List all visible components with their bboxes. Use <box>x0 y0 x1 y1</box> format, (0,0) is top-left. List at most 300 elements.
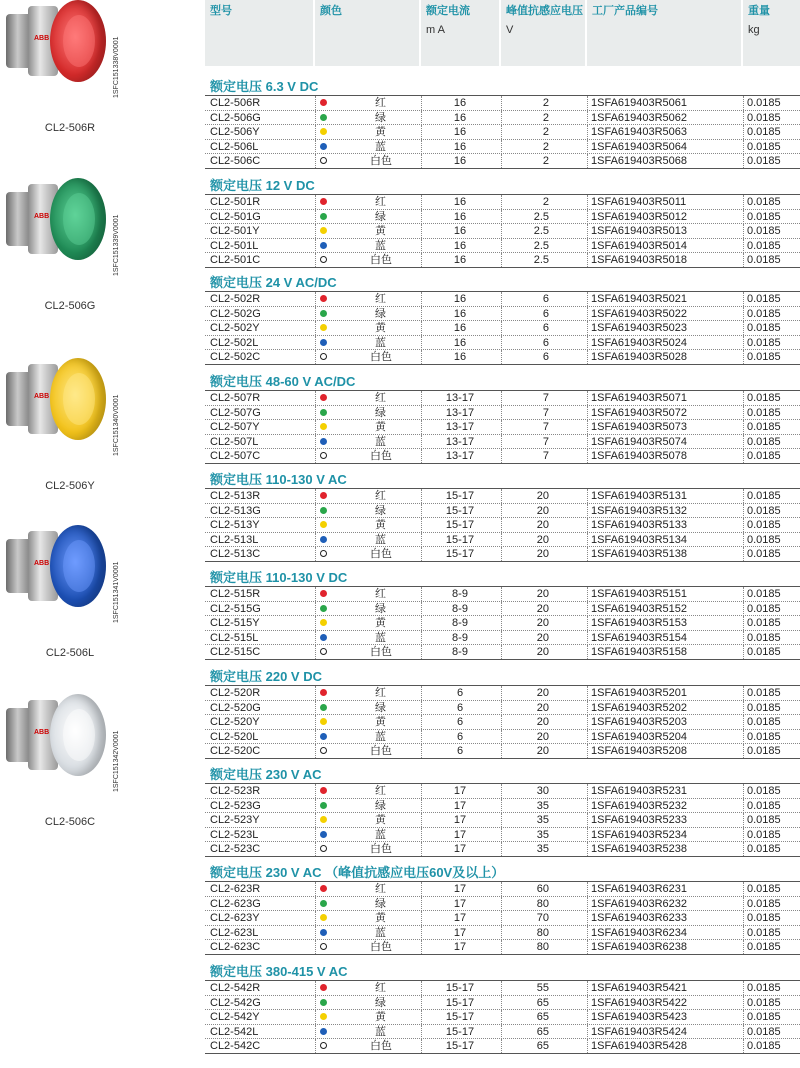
cell-weight: 0.0185 <box>747 745 781 758</box>
section-title: 额定电压 24 V AC/DC <box>210 275 337 290</box>
green-dot-icon <box>320 310 327 317</box>
cell-color: 绿 <box>375 602 386 615</box>
cell-peak-voltage: 6 <box>542 336 549 349</box>
header-peak-voltage-unit: V <box>506 24 514 36</box>
cell-weight: 0.0185 <box>747 225 781 238</box>
clear-lens-dot-icon <box>320 943 327 950</box>
cell-product-code: 1SFA619403R5071 <box>591 392 688 404</box>
blue-dot-icon <box>320 831 327 838</box>
blue-dot-icon <box>320 929 327 936</box>
cell-color: 白色 <box>370 941 392 954</box>
clear-lens-dot-icon <box>320 353 327 360</box>
cell-weight: 0.0185 <box>747 982 781 994</box>
cell-color: 黄 <box>375 1011 386 1024</box>
section-title: 额定电压 230 V AC <box>210 767 322 782</box>
cell-weight: 0.0185 <box>747 239 781 252</box>
cell-product-code: 1SFA619403R5202 <box>591 701 688 714</box>
table-row <box>205 349 800 365</box>
cell-weight: 0.0185 <box>747 701 781 714</box>
cell-color: 白色 <box>370 548 392 561</box>
cell-weight: 0.0185 <box>747 617 781 630</box>
cell-rated-current: 13-17 <box>445 450 475 463</box>
abb-logo: ABB <box>34 35 50 42</box>
cell-color: 黄 <box>375 716 386 729</box>
cell-color: 红 <box>375 982 386 994</box>
table-row <box>205 291 800 306</box>
cell-peak-voltage: 70 <box>536 912 549 925</box>
cell-color: 蓝 <box>375 1025 386 1038</box>
table-row <box>205 335 800 350</box>
cell-color: 黄 <box>375 225 386 238</box>
cell-weight: 0.0185 <box>747 392 781 404</box>
cell-model: CL2-501L <box>210 239 259 252</box>
product-caption: CL2-506G <box>44 300 96 312</box>
cell-weight: 0.0185 <box>747 336 781 349</box>
cell-model: CL2-515Y <box>210 617 260 630</box>
red-dot-icon <box>320 885 327 892</box>
cell-color: 白色 <box>370 351 392 364</box>
cell-peak-voltage: 2 <box>542 97 549 109</box>
cell-peak-voltage: 6 <box>542 351 549 364</box>
cell-model: CL2-502L <box>210 336 259 349</box>
cell-model: CL2-523L <box>210 828 259 841</box>
cell-weight: 0.0185 <box>747 490 781 502</box>
clear-lens-dot-icon <box>320 648 327 655</box>
clear-lens-dot-icon <box>320 550 327 557</box>
cell-product-code: 1SFA619403R6231 <box>591 883 688 895</box>
cell-peak-voltage: 35 <box>536 843 549 856</box>
cell-weight: 0.0185 <box>747 140 781 153</box>
pilot-lamp-image <box>6 0 106 82</box>
product-cl2-506r <box>0 0 200 160</box>
blue-dot-icon <box>320 339 327 346</box>
cell-product-code: 1SFA619403R5061 <box>591 97 688 109</box>
table-row <box>205 448 800 464</box>
cell-weight: 0.0185 <box>747 897 781 910</box>
cell-rated-current: 13-17 <box>445 406 475 419</box>
clear-lens-dot-icon <box>320 845 327 852</box>
header-weight-unit: kg <box>748 24 760 36</box>
table-row <box>205 532 800 547</box>
cell-model: CL2-507L <box>210 435 259 448</box>
cell-product-code: 1SFA619403R6234 <box>591 926 688 939</box>
cell-color: 蓝 <box>375 533 386 546</box>
cell-peak-voltage: 2.5 <box>533 210 549 223</box>
cell-rated-current: 8-9 <box>452 646 468 659</box>
cell-weight: 0.0185 <box>747 730 781 743</box>
cell-rated-current: 16 <box>453 225 467 238</box>
pilot-lamp-image <box>6 694 106 776</box>
yellow-dot-icon <box>320 914 327 921</box>
cell-color: 绿 <box>375 307 386 320</box>
cell-peak-voltage: 80 <box>536 941 549 954</box>
cell-product-code: 1SFA619403R5074 <box>591 435 688 448</box>
cell-peak-voltage: 20 <box>536 548 549 561</box>
cell-model: CL2-520C <box>210 745 261 758</box>
cell-color: 绿 <box>375 996 386 1009</box>
section-title: 额定电压 230 V AC （峰值抗感应电压60V及以上） <box>210 865 505 880</box>
green-dot-icon <box>320 999 327 1006</box>
cell-weight: 0.0185 <box>747 351 781 364</box>
abb-logo: ABB <box>34 393 50 400</box>
table-row <box>205 630 800 645</box>
cell-color: 红 <box>375 97 386 109</box>
table-row <box>205 812 800 827</box>
cell-color: 绿 <box>375 406 386 419</box>
table-row <box>205 546 800 562</box>
cell-weight: 0.0185 <box>747 450 781 463</box>
table-row <box>205 743 800 759</box>
product-cl2-506g <box>0 178 200 338</box>
cell-product-code: 1SFA619403R5152 <box>591 602 688 615</box>
cell-peak-voltage: 6 <box>542 293 549 305</box>
cell-weight: 0.0185 <box>747 519 781 532</box>
cell-weight: 0.0185 <box>747 1025 781 1038</box>
red-dot-icon <box>320 295 327 302</box>
cell-product-code: 1SFA619403R5023 <box>591 322 688 335</box>
cell-model: CL2-523G <box>210 799 261 812</box>
cell-rated-current: 17 <box>453 897 467 910</box>
cell-rated-current: 6 <box>456 716 464 729</box>
cell-color: 绿 <box>375 897 386 910</box>
cell-rated-current: 15-17 <box>445 996 475 1009</box>
cell-weight: 0.0185 <box>747 799 781 812</box>
cell-rated-current: 16 <box>453 155 467 168</box>
cell-product-code: 1SFA619403R5234 <box>591 828 688 841</box>
cell-weight: 0.0185 <box>747 883 781 895</box>
table-row <box>205 939 800 955</box>
table-row <box>205 783 800 798</box>
abb-logo: ABB <box>34 560 50 567</box>
clear-lens-dot-icon <box>320 747 327 754</box>
cell-weight: 0.0185 <box>747 126 781 139</box>
cell-product-code: 1SFA619403R5133 <box>591 519 688 532</box>
green-dot-icon <box>320 802 327 809</box>
cell-model: CL2-513Y <box>210 519 260 532</box>
cell-weight: 0.0185 <box>747 912 781 925</box>
green-dot-icon <box>320 605 327 612</box>
table-row <box>205 153 800 169</box>
clear-lens-dot-icon <box>320 256 327 263</box>
cell-model: CL2-502Y <box>210 322 260 335</box>
cell-color: 红 <box>375 392 386 404</box>
cell-rated-current: 17 <box>453 941 467 954</box>
cell-product-code: 1SFA619403R5421 <box>591 982 688 994</box>
cell-weight: 0.0185 <box>747 196 781 208</box>
cell-rated-current: 16 <box>453 239 467 252</box>
cell-rated-current: 17 <box>453 799 467 812</box>
cell-color: 蓝 <box>375 631 386 644</box>
product-cl2-506l <box>0 525 200 685</box>
blue-dot-icon <box>320 733 327 740</box>
cell-model: CL2-506R <box>210 97 261 109</box>
cell-rated-current: 6 <box>456 745 464 758</box>
cell-product-code: 1SFA619403R5208 <box>591 745 688 758</box>
table-row <box>205 238 800 253</box>
table-row <box>205 798 800 813</box>
cell-weight: 0.0185 <box>747 1040 781 1053</box>
clear-lens-dot-icon <box>320 1042 327 1049</box>
cell-peak-voltage: 20 <box>536 533 549 546</box>
cell-color: 蓝 <box>375 239 386 252</box>
cell-rated-current: 15-17 <box>445 1040 475 1053</box>
cell-product-code: 1SFA619403R5064 <box>591 140 688 153</box>
cell-peak-voltage: 2 <box>542 196 549 208</box>
red-dot-icon <box>320 984 327 991</box>
cell-color: 黄 <box>375 126 386 139</box>
table-row <box>205 714 800 729</box>
cell-product-code: 1SFA619403R5201 <box>591 687 688 699</box>
cell-peak-voltage: 20 <box>536 519 549 532</box>
cell-color: 白色 <box>370 843 392 856</box>
table-row <box>205 252 800 268</box>
cell-peak-voltage: 60 <box>536 883 549 895</box>
cell-peak-voltage: 55 <box>536 982 549 994</box>
table-row <box>205 896 800 911</box>
cell-rated-current: 16 <box>453 140 467 153</box>
cell-rated-current: 16 <box>453 126 467 139</box>
product-caption: CL2-506Y <box>45 480 95 492</box>
cell-rated-current: 15-17 <box>445 548 475 561</box>
product-caption: CL2-506C <box>44 816 96 828</box>
red-dot-icon <box>320 198 327 205</box>
table-row <box>205 517 800 532</box>
cell-color: 白色 <box>370 254 392 267</box>
section-title: 额定电压 380-415 V AC <box>210 964 348 979</box>
cell-weight: 0.0185 <box>747 716 781 729</box>
cell-rated-current: 8-9 <box>452 617 468 630</box>
cell-model: CL2-515C <box>210 646 261 659</box>
cell-color: 绿 <box>375 210 386 223</box>
cell-peak-voltage: 6 <box>542 307 549 320</box>
cell-model: CL2-623Y <box>210 912 260 925</box>
table-row <box>205 320 800 335</box>
cell-model: CL2-623G <box>210 897 261 910</box>
cell-peak-voltage: 20 <box>536 617 549 630</box>
cell-color: 红 <box>375 687 386 699</box>
table-row <box>205 209 800 224</box>
cell-weight: 0.0185 <box>747 533 781 546</box>
cell-rated-current: 15-17 <box>445 1025 475 1038</box>
cell-rated-current: 16 <box>453 293 467 305</box>
cell-weight: 0.0185 <box>747 293 781 305</box>
cell-peak-voltage: 2 <box>542 126 549 139</box>
cell-weight: 0.0185 <box>747 97 781 109</box>
cell-color: 黄 <box>375 814 386 827</box>
blue-dot-icon <box>320 634 327 641</box>
cell-rated-current: 13-17 <box>445 392 475 404</box>
cell-rated-current: 15-17 <box>445 533 475 546</box>
table-row <box>205 601 800 616</box>
cell-rated-current: 16 <box>453 111 467 124</box>
cell-weight: 0.0185 <box>747 646 781 659</box>
cell-product-code: 1SFA619403R5232 <box>591 799 688 812</box>
cell-peak-voltage: 7 <box>542 435 549 448</box>
table-row <box>205 95 800 110</box>
cell-product-code: 1SFA619403R6238 <box>591 941 688 954</box>
cell-model: CL2-523Y <box>210 814 260 827</box>
cell-model: CL2-502R <box>210 293 261 305</box>
cell-color: 黄 <box>375 322 386 335</box>
cell-weight: 0.0185 <box>747 254 781 267</box>
cell-rated-current: 13-17 <box>445 421 475 434</box>
yellow-dot-icon <box>320 128 327 135</box>
cell-product-code: 1SFA619403R5422 <box>591 996 688 1009</box>
cell-peak-voltage: 20 <box>536 504 549 517</box>
cell-model: CL2-542Y <box>210 1011 260 1024</box>
cell-model: CL2-506L <box>210 140 259 153</box>
cell-color: 白色 <box>370 745 392 758</box>
cell-peak-voltage: 20 <box>536 701 549 714</box>
cell-rated-current: 6 <box>456 687 464 699</box>
table-row <box>205 729 800 744</box>
cell-product-code: 1SFA619403R5158 <box>591 646 688 659</box>
cell-product-code: 1SFA619403R5068 <box>591 155 688 168</box>
cell-color: 蓝 <box>375 828 386 841</box>
table-header <box>205 0 800 66</box>
cell-product-code: 1SFA619403R5428 <box>591 1040 688 1053</box>
blue-dot-icon <box>320 1028 327 1035</box>
cell-model: CL2-513R <box>210 490 261 502</box>
product-caption: CL2-506R <box>44 122 96 134</box>
green-dot-icon <box>320 114 327 121</box>
cell-product-code: 1SFA619403R5154 <box>591 631 688 644</box>
cell-color: 红 <box>375 490 386 502</box>
cell-color: 蓝 <box>375 730 386 743</box>
cell-product-code: 1SFA619403R5011 <box>591 196 687 208</box>
yellow-dot-icon <box>320 521 327 528</box>
cell-weight: 0.0185 <box>747 926 781 939</box>
cell-rated-current: 16 <box>453 322 467 335</box>
header-color: 颜色 <box>315 0 419 66</box>
cell-rated-current: 15-17 <box>445 1011 475 1024</box>
cell-color: 蓝 <box>375 435 386 448</box>
clear-lens-dot-icon <box>320 157 327 164</box>
cell-weight: 0.0185 <box>747 814 781 827</box>
section-title: 额定电压 48-60 V AC/DC <box>210 374 356 389</box>
cell-peak-voltage: 20 <box>536 602 549 615</box>
cell-model: CL2-520G <box>210 701 261 714</box>
cell-color: 绿 <box>375 799 386 812</box>
cell-product-code: 1SFA619403R5078 <box>591 450 688 463</box>
cell-peak-voltage: 7 <box>542 450 549 463</box>
cell-rated-current: 17 <box>453 828 467 841</box>
cell-rated-current: 15-17 <box>445 519 475 532</box>
cell-color: 蓝 <box>375 140 386 153</box>
cell-product-code: 1SFA619403R6232 <box>591 897 688 910</box>
cell-model: CL2-542G <box>210 996 261 1009</box>
table-row <box>205 615 800 630</box>
cell-weight: 0.0185 <box>747 588 781 600</box>
cell-rated-current: 15-17 <box>445 490 475 502</box>
table-row <box>205 139 800 154</box>
cell-color: 绿 <box>375 504 386 517</box>
header-weight: 重量 kg <box>743 0 800 66</box>
table-row <box>205 644 800 660</box>
yellow-dot-icon <box>320 718 327 725</box>
cell-color: 红 <box>375 883 386 895</box>
cell-peak-voltage: 2 <box>542 155 549 168</box>
cell-product-code: 1SFA619403R5018 <box>591 254 688 267</box>
cell-product-code: 1SFA619403R5063 <box>591 126 688 139</box>
cell-product-code: 1SFA619403R5231 <box>591 785 688 797</box>
cell-model: CL2-520L <box>210 730 259 743</box>
cell-model: CL2-623L <box>210 926 259 939</box>
cell-model: CL2-507G <box>210 406 261 419</box>
cell-peak-voltage: 2.5 <box>533 254 549 267</box>
cell-color: 蓝 <box>375 926 386 939</box>
cell-peak-voltage: 20 <box>536 730 549 743</box>
cell-weight: 0.0185 <box>747 1011 781 1024</box>
cell-rated-current: 8-9 <box>452 631 468 644</box>
yellow-dot-icon <box>320 324 327 331</box>
cell-model: CL2-501G <box>210 210 261 223</box>
table-row <box>205 405 800 420</box>
cell-weight: 0.0185 <box>747 435 781 448</box>
cell-product-code: 1SFA619403R5233 <box>591 814 688 827</box>
cell-model: CL2-501Y <box>210 225 260 238</box>
cell-color: 红 <box>375 588 386 600</box>
cell-peak-voltage: 2 <box>542 111 549 124</box>
header-model: 型号 <box>205 0 313 66</box>
cell-color: 绿 <box>375 701 386 714</box>
cell-product-code: 1SFA619403R5138 <box>591 548 688 561</box>
product-part-code: 1SFC151338V0001 <box>113 36 120 98</box>
product-cl2-506c <box>0 694 200 854</box>
cell-product-code: 1SFA619403R5022 <box>591 307 688 320</box>
abb-logo: ABB <box>34 729 50 736</box>
cell-peak-voltage: 6 <box>542 322 549 335</box>
cell-color: 红 <box>375 196 386 208</box>
cell-peak-voltage: 30 <box>536 785 549 797</box>
cell-weight: 0.0185 <box>747 687 781 699</box>
header-rated-current-unit: m A <box>426 24 445 36</box>
cell-rated-current: 8-9 <box>452 602 468 615</box>
cell-peak-voltage: 20 <box>536 490 549 502</box>
cell-color: 黄 <box>375 421 386 434</box>
table-row <box>205 841 800 857</box>
cell-peak-voltage: 20 <box>536 631 549 644</box>
table-row <box>205 980 800 995</box>
cell-weight: 0.0185 <box>747 843 781 856</box>
section-title: 额定电压 110-130 V AC <box>210 472 347 487</box>
cell-weight: 0.0185 <box>747 785 781 797</box>
yellow-dot-icon <box>320 227 327 234</box>
cell-weight: 0.0185 <box>747 421 781 434</box>
cell-rated-current: 17 <box>453 912 467 925</box>
cell-model: CL2-520R <box>210 687 261 699</box>
section-title: 额定电压 220 V DC <box>210 669 322 684</box>
product-caption: CL2-506L <box>45 647 95 659</box>
pilot-lamp-image <box>6 358 106 440</box>
cell-model: CL2-515L <box>210 631 259 644</box>
header-rated-current: 额定电流 m A <box>421 0 499 66</box>
cell-model: CL2-523R <box>210 785 261 797</box>
table-row <box>205 1038 800 1054</box>
blue-dot-icon <box>320 242 327 249</box>
table-row <box>205 124 800 139</box>
blue-dot-icon <box>320 536 327 543</box>
cell-model: CL2-506G <box>210 111 261 124</box>
cell-peak-voltage: 20 <box>536 716 549 729</box>
cell-rated-current: 16 <box>453 196 467 208</box>
cell-peak-voltage: 20 <box>536 687 549 699</box>
table-row <box>205 194 800 209</box>
cell-peak-voltage: 35 <box>536 814 549 827</box>
section-title: 额定电压 12 V DC <box>210 178 315 193</box>
cell-color: 红 <box>375 293 386 305</box>
cell-peak-voltage: 2.5 <box>533 225 549 238</box>
